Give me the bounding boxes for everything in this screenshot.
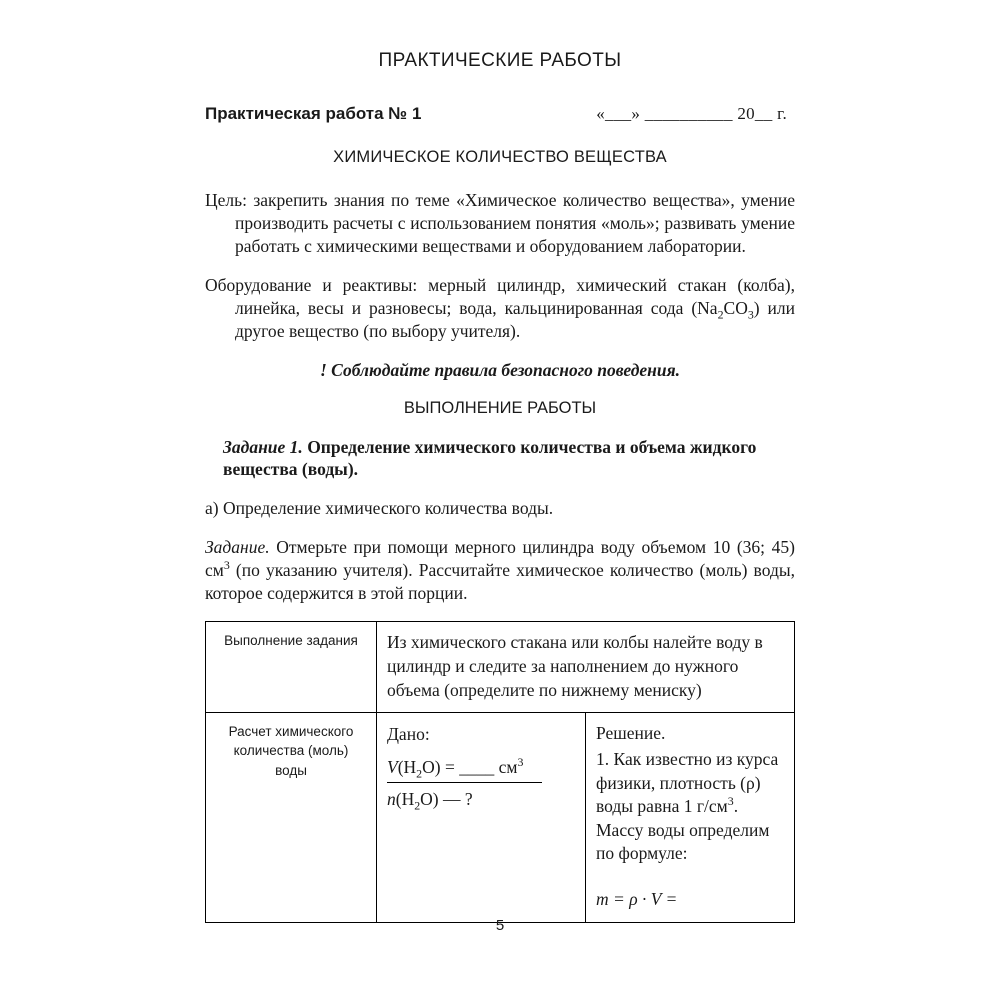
given-amount-value: O) — ? (420, 789, 473, 810)
given-volume-sub: 2 (416, 766, 423, 781)
given-volume-formula: (H (397, 756, 417, 777)
assignment-label: Задание. (205, 537, 270, 558)
goal-text: закрепить знания по теме «Химическое количество вещества», умение производить расчеты с использованием понятия «моль»; развивать умение работать с химическими веществами и оборудованием лаборатории. (235, 190, 795, 257)
subtask-a: а) Определение химического количества воды. (205, 498, 554, 519)
assignment-sup: 3 (223, 558, 230, 573)
solution-step-1-text-b: . Массу воды определим по формуле: (596, 796, 770, 864)
row-1-label: Выполнение задания (206, 622, 377, 713)
given-amount-sub: 2 (414, 798, 421, 813)
work-number-label: Практическая работа № 1 (205, 104, 422, 123)
equipment-text-2: CO (723, 298, 748, 319)
topic-heading: ХИМИЧЕСКОЕ КОЛИЧЕСТВО ВЕЩЕСТВА (333, 148, 667, 166)
given-volume-sup: 3 (517, 754, 524, 769)
task-1-title: Определение химического количества и объема жидкого вещества (воды). (223, 436, 757, 480)
given-volume-symbol: V (387, 756, 398, 777)
solution-title: Решение. (596, 723, 666, 744)
task-1-label: Задание 1. (223, 436, 303, 457)
page-title: ПРАКТИЧЕСКИЕ РАБОТЫ (378, 50, 622, 71)
assignment-text-1: Отмерьте при помощи мерного цилиндра воду объемом 10 (36; 45) см (205, 537, 795, 581)
equipment-label: Оборудование и реактивы: (205, 275, 418, 296)
row-1-content[interactable]: Из химического стакана или колбы налейте воду в цилиндр и следите за наполнением до нужного объема (определите по нижнему мениску) (377, 622, 795, 713)
safety-note: ! Соблюдайте правила безопасного поведения. (320, 359, 680, 380)
date-blank-line: «___» __________ 20__ г. (596, 104, 787, 123)
table-row (206, 713, 795, 922)
page-number: 5 (495, 917, 505, 934)
equipment-text-3: ) или другое вещество (по выбору учителя). (235, 298, 795, 342)
execution-heading: ВЫПОЛНЕНИЕ РАБОТЫ (403, 398, 597, 417)
given-amount-formula: (H (395, 789, 415, 810)
goal-paragraph (205, 189, 795, 258)
given-amount-line (387, 783, 575, 812)
task-1-heading (205, 436, 795, 482)
given-title: Дано: (387, 724, 430, 745)
equipment-text-1: мерный цилиндр, химический стакан (колба), линейка, весы и разновесы; вода, кальцинированная сода (Na (235, 275, 795, 319)
given-fraction (387, 755, 575, 812)
assignment-text-2: (по указанию учителя). Рассчитайте химическое количество (моль) воды, которое содержится в этой порции. (205, 560, 795, 604)
equipment-sub-2: 3 (747, 307, 754, 322)
row-2-label: Расчет химического количества (моль) воды (206, 713, 377, 922)
solution-step-1-text-a: 1. Как известно из курса физики, плотность (ρ) воды равна 1 г/см (596, 748, 779, 817)
given-volume-value: O) = ____ см (422, 756, 518, 777)
equipment-paragraph (205, 274, 795, 343)
given-amount-symbol: n (387, 789, 396, 810)
row-2-given-cell[interactable] (377, 713, 586, 922)
work-table (205, 621, 795, 922)
given-volume-line (387, 755, 542, 784)
solution-step-1-sup: 3 (727, 794, 734, 809)
table-row (206, 622, 795, 713)
work-header (205, 104, 795, 124)
row-2-solution-cell[interactable] (586, 713, 795, 922)
goal-label: Цель: (205, 190, 247, 210)
solution-step-1 (596, 748, 784, 866)
solution-formula: m = ρ · V = (596, 889, 678, 910)
equipment-sub-1: 2 (717, 307, 724, 322)
assignment-paragraph (205, 536, 795, 605)
page-content (205, 50, 795, 923)
